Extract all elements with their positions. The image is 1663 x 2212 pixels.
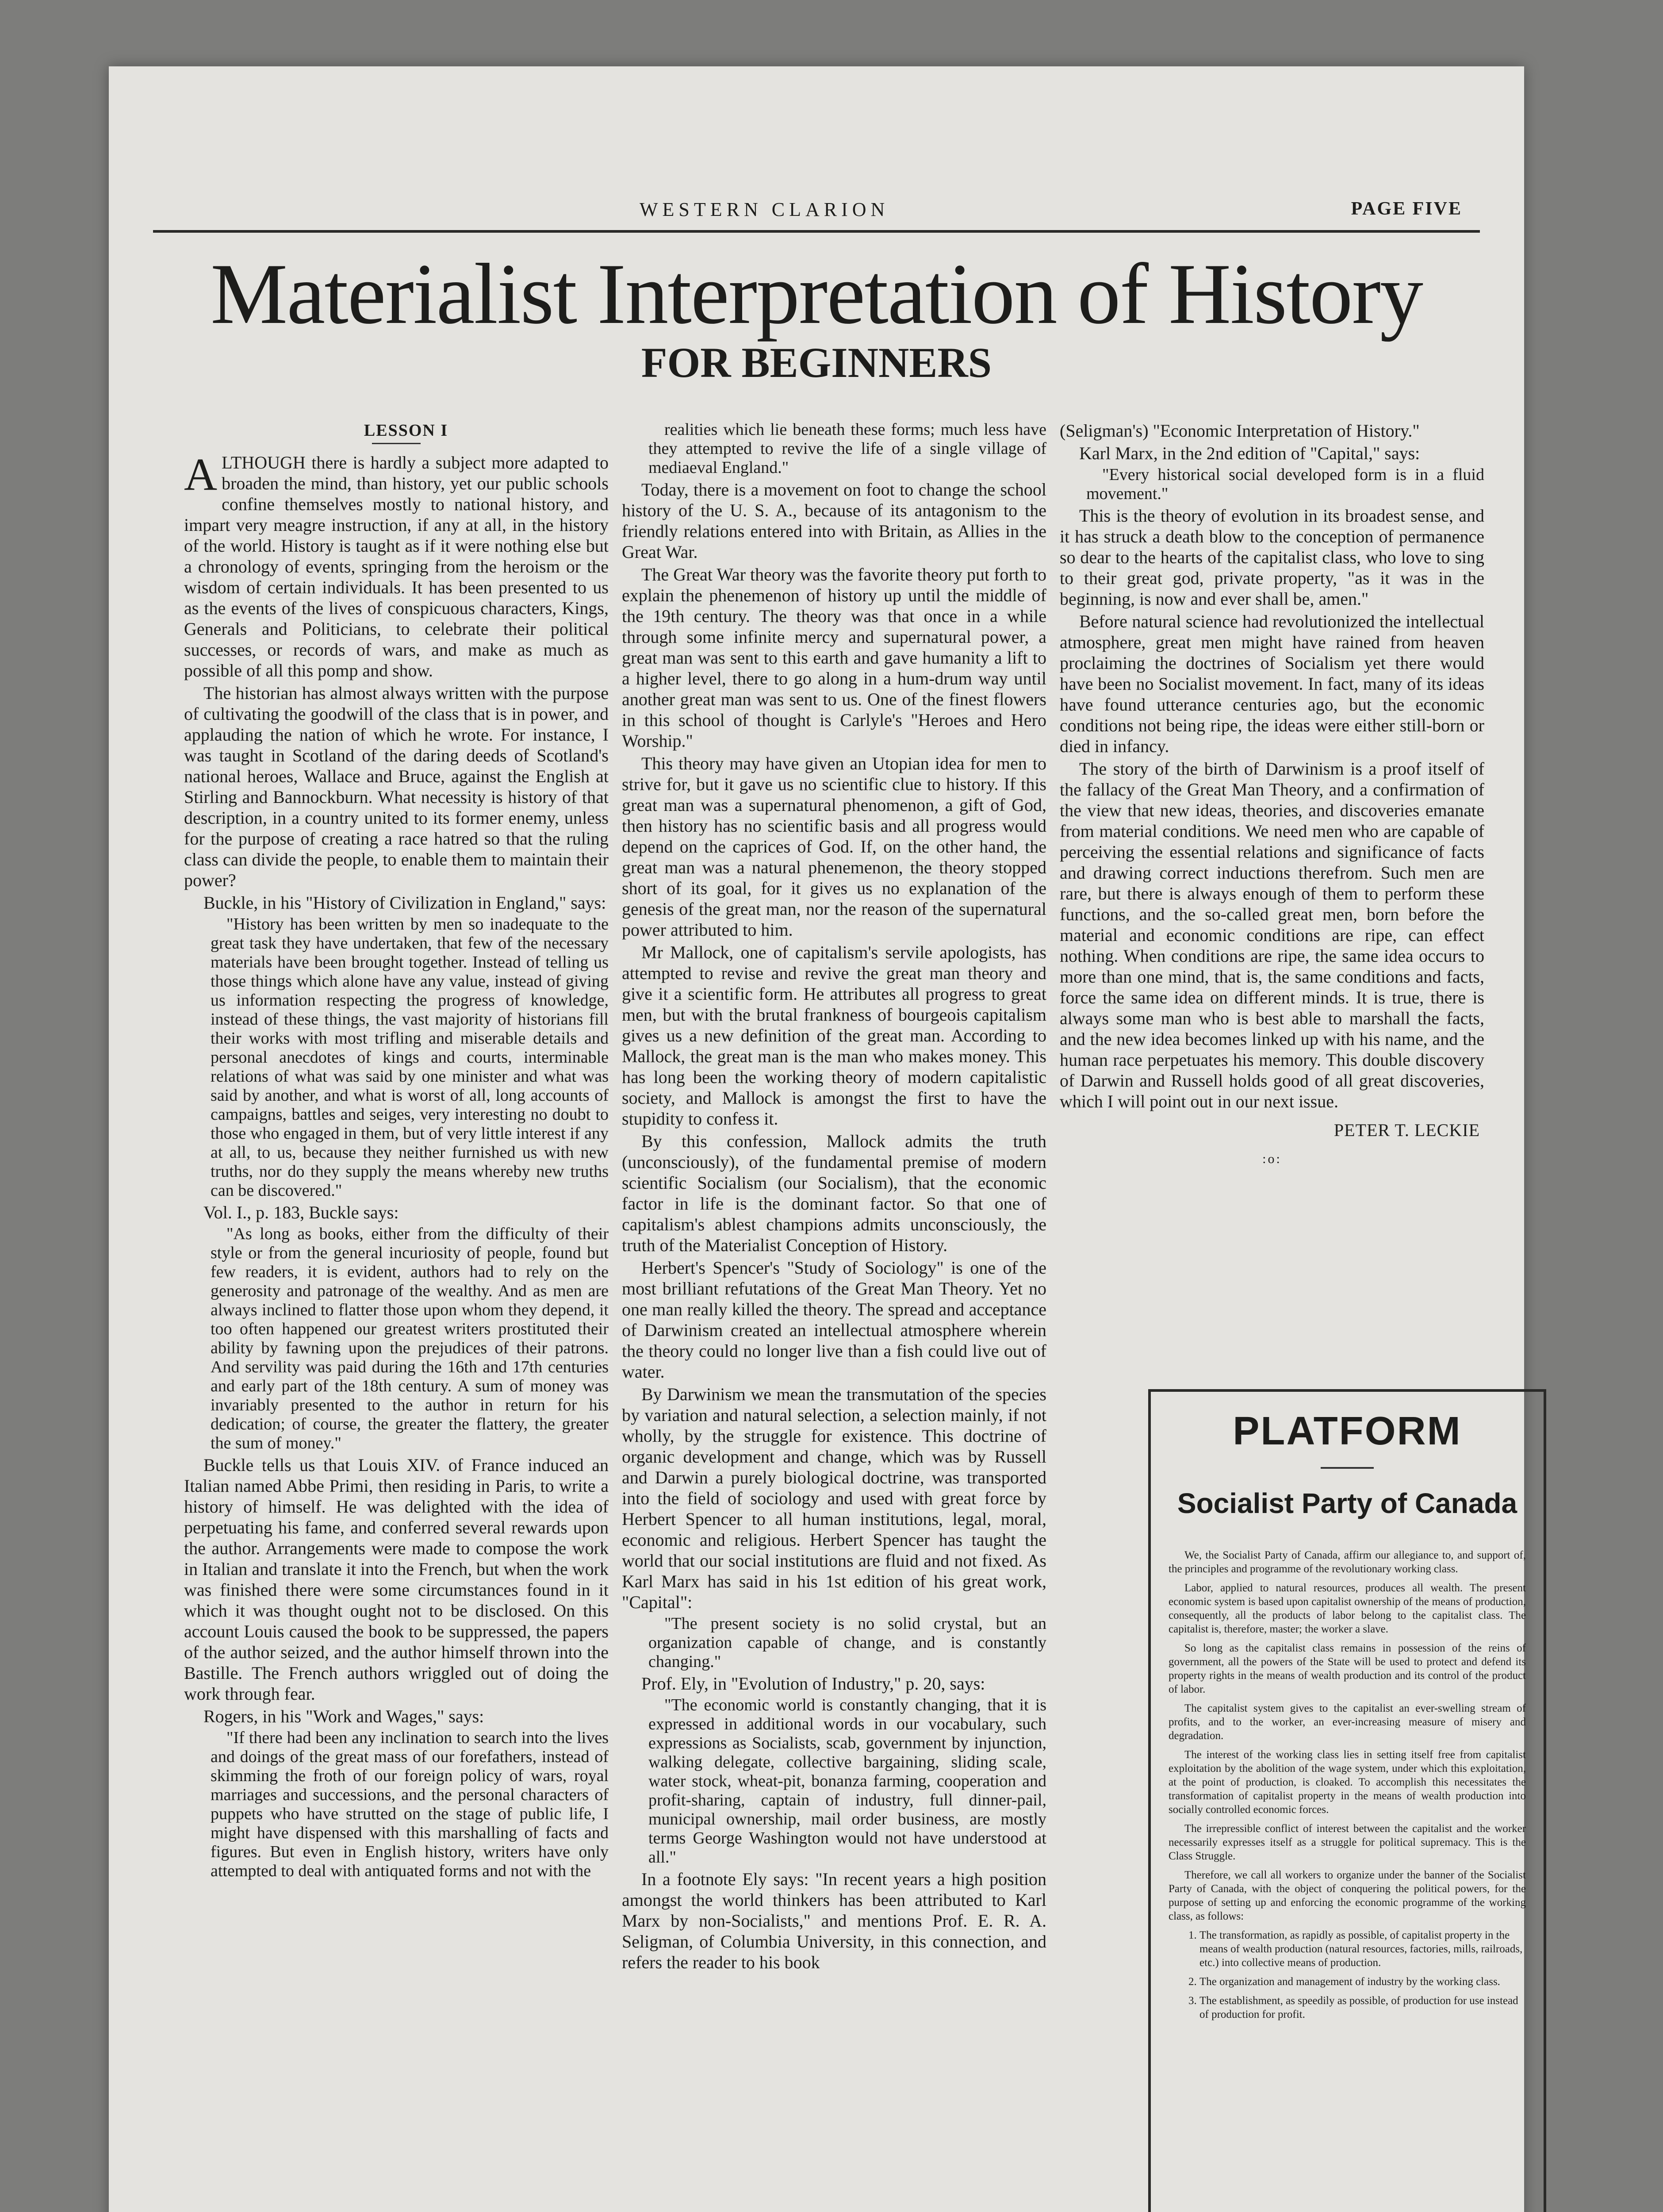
paragraph: ALTHOUGH there is hardly a subject more adapted to broaden the mind, than history, yet our public schools confine themselves mostly to national history, and impart very meagre instruction, if any at all, in the history of the world. History is taught as if it were nothing else but a chronology of events, springing from the heroism or the wisdom of certain individuals. It has been presented to us as the events of the lives of conspicuous characters, Kings, Generals and Politicians, to celebrate their political successes, or records of wars, and make as much as possible of all this pomp and show. bbox=[184, 449, 609, 680]
paper-name: WESTERN CLARION bbox=[640, 199, 889, 220]
platform-item: 2. The organization and management of industry by the working class. bbox=[1199, 1975, 1526, 1989]
paragraph: In a footnote Ely says: "In recent years a high position amongst the world thinkers has been attributed to Karl Marx by non-Socialists," and mentions Prof. E. R. A. Seligman, of Columbia University, in this connection, and refers the reader to his book bbox=[622, 1869, 1046, 1972]
platform-paragraph: The capitalist system gives to the capitalist an ever-swelling stream of profits, and to the worker, an ever-increasing measure of misery and degradation. bbox=[1169, 1702, 1526, 1742]
party-name: Socialist Party of Canada bbox=[1177, 1487, 1517, 1519]
platform-paragraph: Therefore, we call all workers to organize under the banner of the Socialist Party of Canada, with the object of conquering the political powers, for the purpose of setting up and enforcing the economic programme of the working class, as follows: bbox=[1169, 1869, 1526, 1922]
lesson-heading: LESSON I bbox=[364, 421, 448, 440]
platform-paragraph: We, the Socialist Party of Canada, affirm our allegiance to, and support of, the principles and programme of the revolutionary working class. bbox=[1169, 1549, 1526, 1575]
platform-paragraph: So long as the capitalist class remains in possession of the reins of government, all the powers of the State will be used to protect and defend its property rights in the means of wealth production and its control of the product of labor. bbox=[1169, 1642, 1526, 1695]
quotation: "Every historical social developed form is in a fluid movement." bbox=[1086, 465, 1484, 503]
quotation: realities which lie beneath these forms; much less have they attempted to revive the life of a single village of mediaeval England." bbox=[648, 420, 1046, 477]
newspaper-page bbox=[109, 66, 1524, 2212]
masthead bbox=[153, 195, 1480, 224]
author-signature: PETER T. LECKIE bbox=[1333, 1120, 1480, 1140]
paragraph: By this confession, Mallock admits the truth (unconsciously), of the fundamental premise of modern scientific Socialism (our Socialism), that the economic factor in life is the dominant factor. So that one of capitalism's ablest champions admits unconsciously, the truth of the Materialist Conception of History. bbox=[622, 1131, 1046, 1255]
paragraph: Vol. I., p. 183, Buckle says: bbox=[203, 1202, 399, 1222]
platform-paragraph: The irrepressible conflict of interest between the capitalist and the worker necessarily expresses itself as a struggle for political supremacy. This is the Class Struggle. bbox=[1169, 1823, 1526, 1862]
page-label: PAGE FIVE bbox=[1351, 199, 1462, 219]
masthead-rule bbox=[153, 230, 1480, 233]
platform-paragraph: The interest of the working class lies in setting itself free from capitalist exploitation by the abolition of the wage system, under which this exploitation, at the point of production, is cloaked. To accomplish this necessitates the transformation of capitalist property in the means of wealth production into socially controlled economic forces. bbox=[1169, 1749, 1526, 1816]
quotation: "History has been written by men so inadequate to the great task they have undertaken, that few of the necessary materials have been brought together. Instead of telling us those things which alone have any value, instead of giving us information respecting the progress of knowledge, instead of these things, the vast majority of historians fill their works with most trifling and miserable details and personal anecdotes of kings and courts, interminable relations of what was said by one minister and what was said by another, and what is worst of all, long accounts of campaigns, battles and seiges, very interesting no doubt to those who engaged in them, but of very little interest if any at all, to us, because they neither furnished us with new truths, nor do they supply the means whereby new truths can be discovered." bbox=[211, 915, 609, 1200]
subhead: FOR BEGINNERS bbox=[641, 339, 992, 386]
section-ornament: :o: bbox=[1262, 1152, 1282, 1166]
paragraph: Prof. Ely, in "Evolution of Industry," p. 20, says: bbox=[641, 1674, 985, 1694]
paragraph: Today, there is a movement on foot to change the school history of the U. S. A., because of its antagonism to the friendly relations entered into with Britain, as Allies in the Great War. bbox=[622, 480, 1046, 562]
paragraph: The historian has almost always written with the purpose of cultivating the goodwill of the class that is in power, and applauding the nation of which he wrote. For instance, I was taught in Scotland of the daring deeds of Scotland's national heroes, Wallace and Bruce, against the English at Stirling and Bannockburn. What necessity is history of that description, in a country united to its former enemy, unless for the purpose of creating a race hatred so that the ruling class can divide the people, to enable them to maintain their power? bbox=[184, 683, 609, 890]
paragraph: Karl Marx, in the 2nd edition of "Capital," says: bbox=[1079, 443, 1420, 463]
platform-title: PLATFORM bbox=[1233, 1409, 1462, 1453]
paragraph: This theory may have given an Utopian idea for men to strive for, but it gave us no scientific clue to history. If this great man was a supernatural phenomenon, a gift of God, then history has no scientific basis and all progress would depend on the caprices of God. If, on the other hand, the great man was a natural phenemenon, the theory stopped short of its goal, for it gives us no explanation of the genesis of the great man, nor the reason of the supernatural power attributed to him. bbox=[622, 753, 1046, 940]
platform-item: 1. The transformation, as rapidly as possible, of capitalist property in the means of wealth production (natural resources, factories, mills, railroads, etc.) into collective means of production. bbox=[1199, 1928, 1526, 1970]
paragraph: By Darwinism we mean the transmutation of the species by variation and natural selection, a selection mainly, if not wholly, by the struggle for existence. This doctrine of organic development and change, which was by Russell and Darwin a purely biological doctrine, was transported into the field of sociology and used with great force by Herbert Spencer to all human institutions, legal, moral, economic and religious. Herbert Spencer has taught the world that our social institutions are fluid and not fixed. As Karl Marx has said in his 1st edition of his great work, "Capital": bbox=[622, 1384, 1046, 1612]
platform-rule bbox=[1321, 1467, 1374, 1469]
paragraph: Mr Mallock, one of capitalism's servile apologists, has attempted to revise and revive the great man theory and give it a scientific form. He attributes all progress to great men, but with the brutal frankness of bourgeois capitalism gives us a new definition of the great man. According to Mallock, the great man is the man who makes money. This has long been the working theory of modern capitalistic society, and Mallock is amongst the first to have the stupidity to confess it. bbox=[622, 942, 1046, 1129]
headline: Materialist Interpretation of History bbox=[211, 246, 1422, 342]
lesson-rule bbox=[372, 443, 421, 444]
paragraph: Buckle tells us that Louis XIV. of France induced an Italian named Abbe Primi, then residing in Paris, to write a history of himself. He was delighted with the idea of perpetuating his fame, and conferred several rewards upon the author. Arrangements were made to compose the work in Italian and translate it into the French, but when the work was finished there were some circumstances found in it which it was thought ought not to be disclosed. On this account Louis caused the book to be suppressed, the papers of the author seized, and the author himself thrown into the Bastille. The French authors wriggled out of doing the work through fear. bbox=[184, 1455, 609, 1704]
article-column-3 bbox=[1060, 420, 1484, 1175]
quotation: "As long as books, either from the difficulty of their style or from the general incuriosity of people, found but few readers, it is evident, authors had to rely on the generosity and patronage of the wealthy. And as men are always inclined to flatter those upon whom they depend, it too often happened our greatest writers prostituted their ability by fawning upon the prejudices of their patrons. And servility was paid during the 16th and 17th centuries and early part of the 18th century. A sum of money was invariably presented to the author in return for his dedication; of course, the greater the flattery, the greater the sum of money." bbox=[211, 1225, 609, 1452]
quotation: "The economic world is constantly changing, that it is expressed in additional words in our vocabulary, such expressions as Socialists, scab, government by injunction, walking delegate, collective bargaining, sliding scale, water stock, wheat-pit, bonanza farming, cooperation and profit-sharing, captain of industry, full dinner-pail, municipal ownership, mail order business, are mostly terms George Washington would not have understood at all." bbox=[648, 1696, 1046, 1866]
platform-item: 3. The establishment, as speedily as possible, of production for use instead of production for profit. bbox=[1199, 1994, 1526, 2021]
platform-paragraph: Labor, applied to natural resources, produces all wealth. The present economic system is based upon capitalist ownership of the means of production, consequently, all the products of labor belong to the capitalist class. The capitalist is, therefore, master; the worker a slave. bbox=[1169, 1582, 1526, 1635]
paragraph: Rogers, in his "Work and Wages," says: bbox=[203, 1706, 484, 1726]
paragraph: The Great War theory was the favorite theory put forth to explain the phenemenon of history up until the middle of the 19th century. The theory was that once in a while through some infinite mercy and supernatural power, a great man was sent to this earth and gave humanity a lift to a higher level, there to go along in a hum-drum way until another great man was sent to us. One of the finest flowers in this school of thought is Carlyle's "Heroes and Hero Worship." bbox=[622, 565, 1046, 751]
platform-list bbox=[1169, 1928, 1526, 2021]
platform-body bbox=[1169, 1548, 1526, 1923]
paragraph: (Seligman's) "Economic Interpretation of History." bbox=[1060, 421, 1420, 441]
paragraph: This is the theory of evolution in its broadest sense, and it has struck a death blow to the conception of permanence so dear to the hearts of the capitalist class, who love to sing to their great god, private property, "as it was in the beginning, is now and ever shall be, amen." bbox=[1060, 506, 1484, 609]
article-column-1 bbox=[184, 420, 609, 1882]
paragraph: Before natural science had revolutionized the intellectual atmosphere, great men might have rained from heaven proclaiming the doctrines of Socialism yet there would have been no Socialist movement. In fact, many of its ideas have found utterance centuries ago, but the economic conditions not being ripe, the ideas were either still-born or died in infancy. bbox=[1060, 611, 1484, 756]
paragraph: Buckle, in his "History of Civilization in England," says: bbox=[203, 893, 606, 913]
paragraph: Herbert's Spencer's "Study of Sociology" is one of the most brilliant refutations of the Great Man Theory. Yet no one man really killed the theory. The spread and acceptance of Darwinism created an intellectual atmosphere wherein the theory could no longer live than a fish could live out of water. bbox=[622, 1258, 1046, 1382]
quotation: "If there had been any inclination to search into the lives and doings of the great mass of our forefathers, instead of skimming the froth of our foreign policy of wars, royal marriages and successions, and the personal characters of puppets who have strutted on the stage of public life, I might have dispensed with this marshalling of facts and figures. But even in English history, writers have only attempted to deal with antiquated forms and not with the bbox=[211, 1728, 609, 1880]
article-column-2 bbox=[622, 420, 1046, 1974]
drop-cap: A bbox=[184, 449, 218, 500]
paragraph: The story of the birth of Darwinism is a proof itself of the fallacy of the Great Man Theory, and a confirmation of the view that new ideas, theories, and discoveries emanate from material conditions. We need men who are capable of perceiving the essential relations and significance of facts and drawing correct inductions therefrom. Such men are rare, but there is always enough of them to perform these functions, and the so-called great men, born before the material and economic conditions are ripe, can effect nothing. When conditions are ripe, the same idea occurs to more than one mind, that is, the same conditions and facts, force the same idea on different minds. It is true, there is always some man who is best able to marshall the facts, and the new idea becomes linked up with his name, and the human race perpetuates his memory. This double discovery of Darwin and Russell holds good of all great discoveries, which I will point out in our next issue. bbox=[1060, 759, 1484, 1111]
quotation: "The present society is no solid crystal, but an organization capable of change, and is constantly changing." bbox=[648, 1614, 1046, 1671]
platform-box bbox=[1148, 1389, 1546, 2212]
